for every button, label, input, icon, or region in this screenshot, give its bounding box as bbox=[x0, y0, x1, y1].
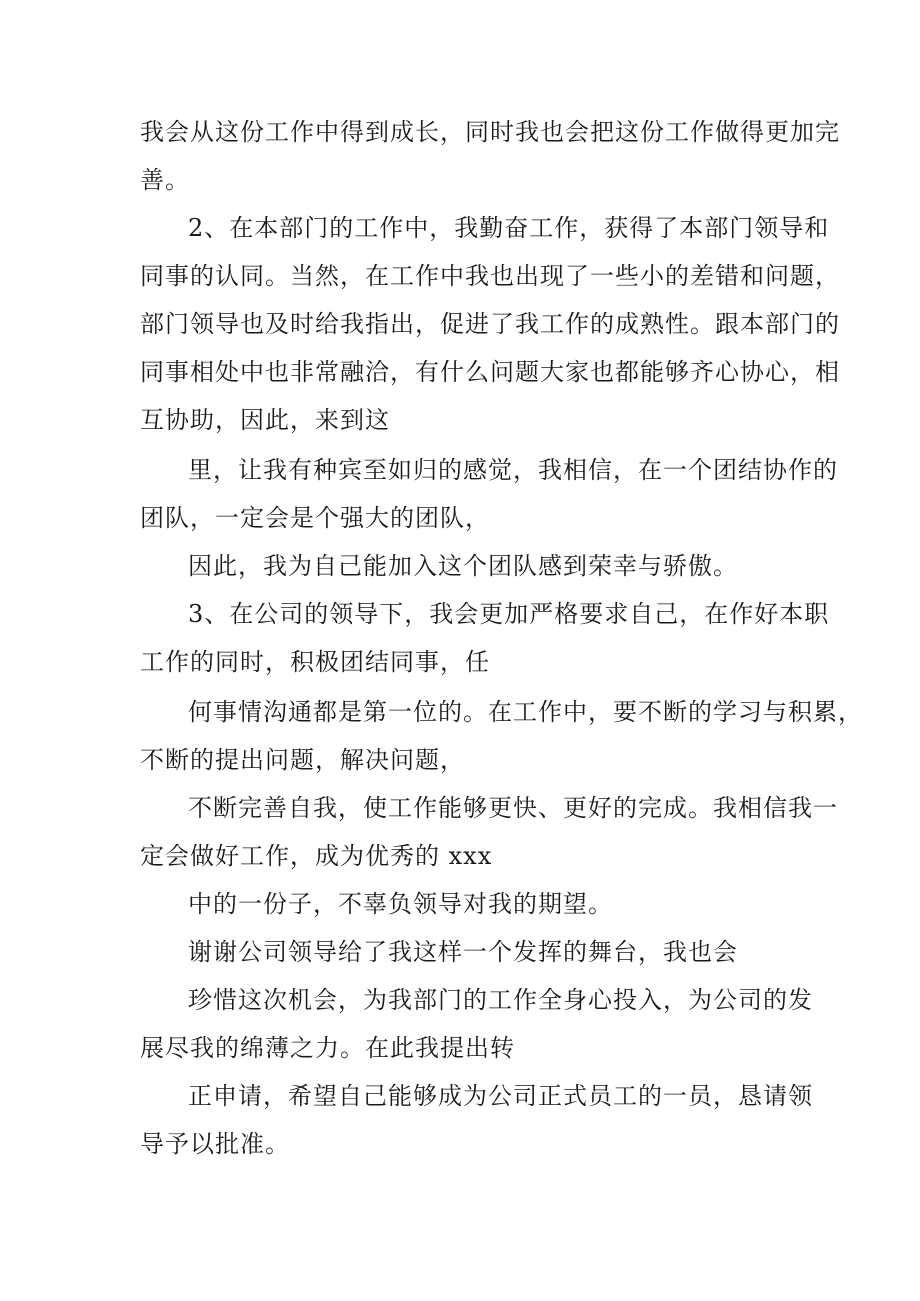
text-line: 不断的提出问题，解决问题， bbox=[140, 746, 465, 774]
text-line: 定会做好工作，成为优秀的 xxx bbox=[140, 842, 493, 870]
text-line: 我会从这份工作中得到成长，同时我也会把这份工作做得更加完 bbox=[140, 118, 840, 146]
paragraph-start-line: 谢谢公司领导给了我这样一个发挥的舞台，我也会 bbox=[188, 938, 738, 966]
text-line: 互协助，因此，来到这 bbox=[140, 406, 390, 434]
text-line: 工作的同时，积极团结同事，任 bbox=[140, 648, 490, 676]
paragraph-start-line: 正申请，希望自己能够成为公司正式员工的一员，恳请领 bbox=[188, 1082, 813, 1110]
paragraph-start-line: 中的一份子，不辜负领导对我的期望。 bbox=[188, 890, 613, 918]
text-line: 同事相处中也非常融洽，有什么问题大家也都能够齐心协心，相 bbox=[140, 358, 840, 386]
paragraph-start-line: 因此，我为自己能加入这个团队感到荣幸与骄傲。 bbox=[188, 552, 738, 580]
paragraph-start-line: 不断完善自我，使工作能够更快、更好的完成。我相信我一 bbox=[188, 794, 838, 822]
text-line: 部门领导也及时给我指出，促进了我工作的成熟性。跟本部门的 bbox=[140, 310, 840, 338]
text-line: 展尽我的绵薄之力。在此我提出转 bbox=[140, 1034, 515, 1062]
paragraph-start-line: 何事情沟通都是第一位的。在工作中，要不断的学习与积累， bbox=[188, 698, 863, 726]
text-line: 同事的认同。当然，在工作中我也出现了一些小的差错和问题， bbox=[140, 262, 840, 290]
text-line: 导予以批准。 bbox=[140, 1130, 290, 1158]
paragraph-start-line: 珍惜这次机会，为我部门的工作全身心投入，为公司的发 bbox=[188, 986, 813, 1014]
paragraph-start-line: 里，让我有种宾至如归的感觉，我相信，在一个团结协作的 bbox=[188, 456, 838, 484]
text-line: 善。 bbox=[140, 166, 190, 194]
paragraph-start-line: 2、在本部门的工作中，我勤奋工作，获得了本部门领导和 bbox=[188, 214, 830, 242]
text-line: 团队，一定会是个强大的团队， bbox=[140, 504, 490, 532]
paragraph-start-line: 3、在公司的领导下，我会更加严格要求自己，在作好本职 bbox=[188, 600, 830, 628]
